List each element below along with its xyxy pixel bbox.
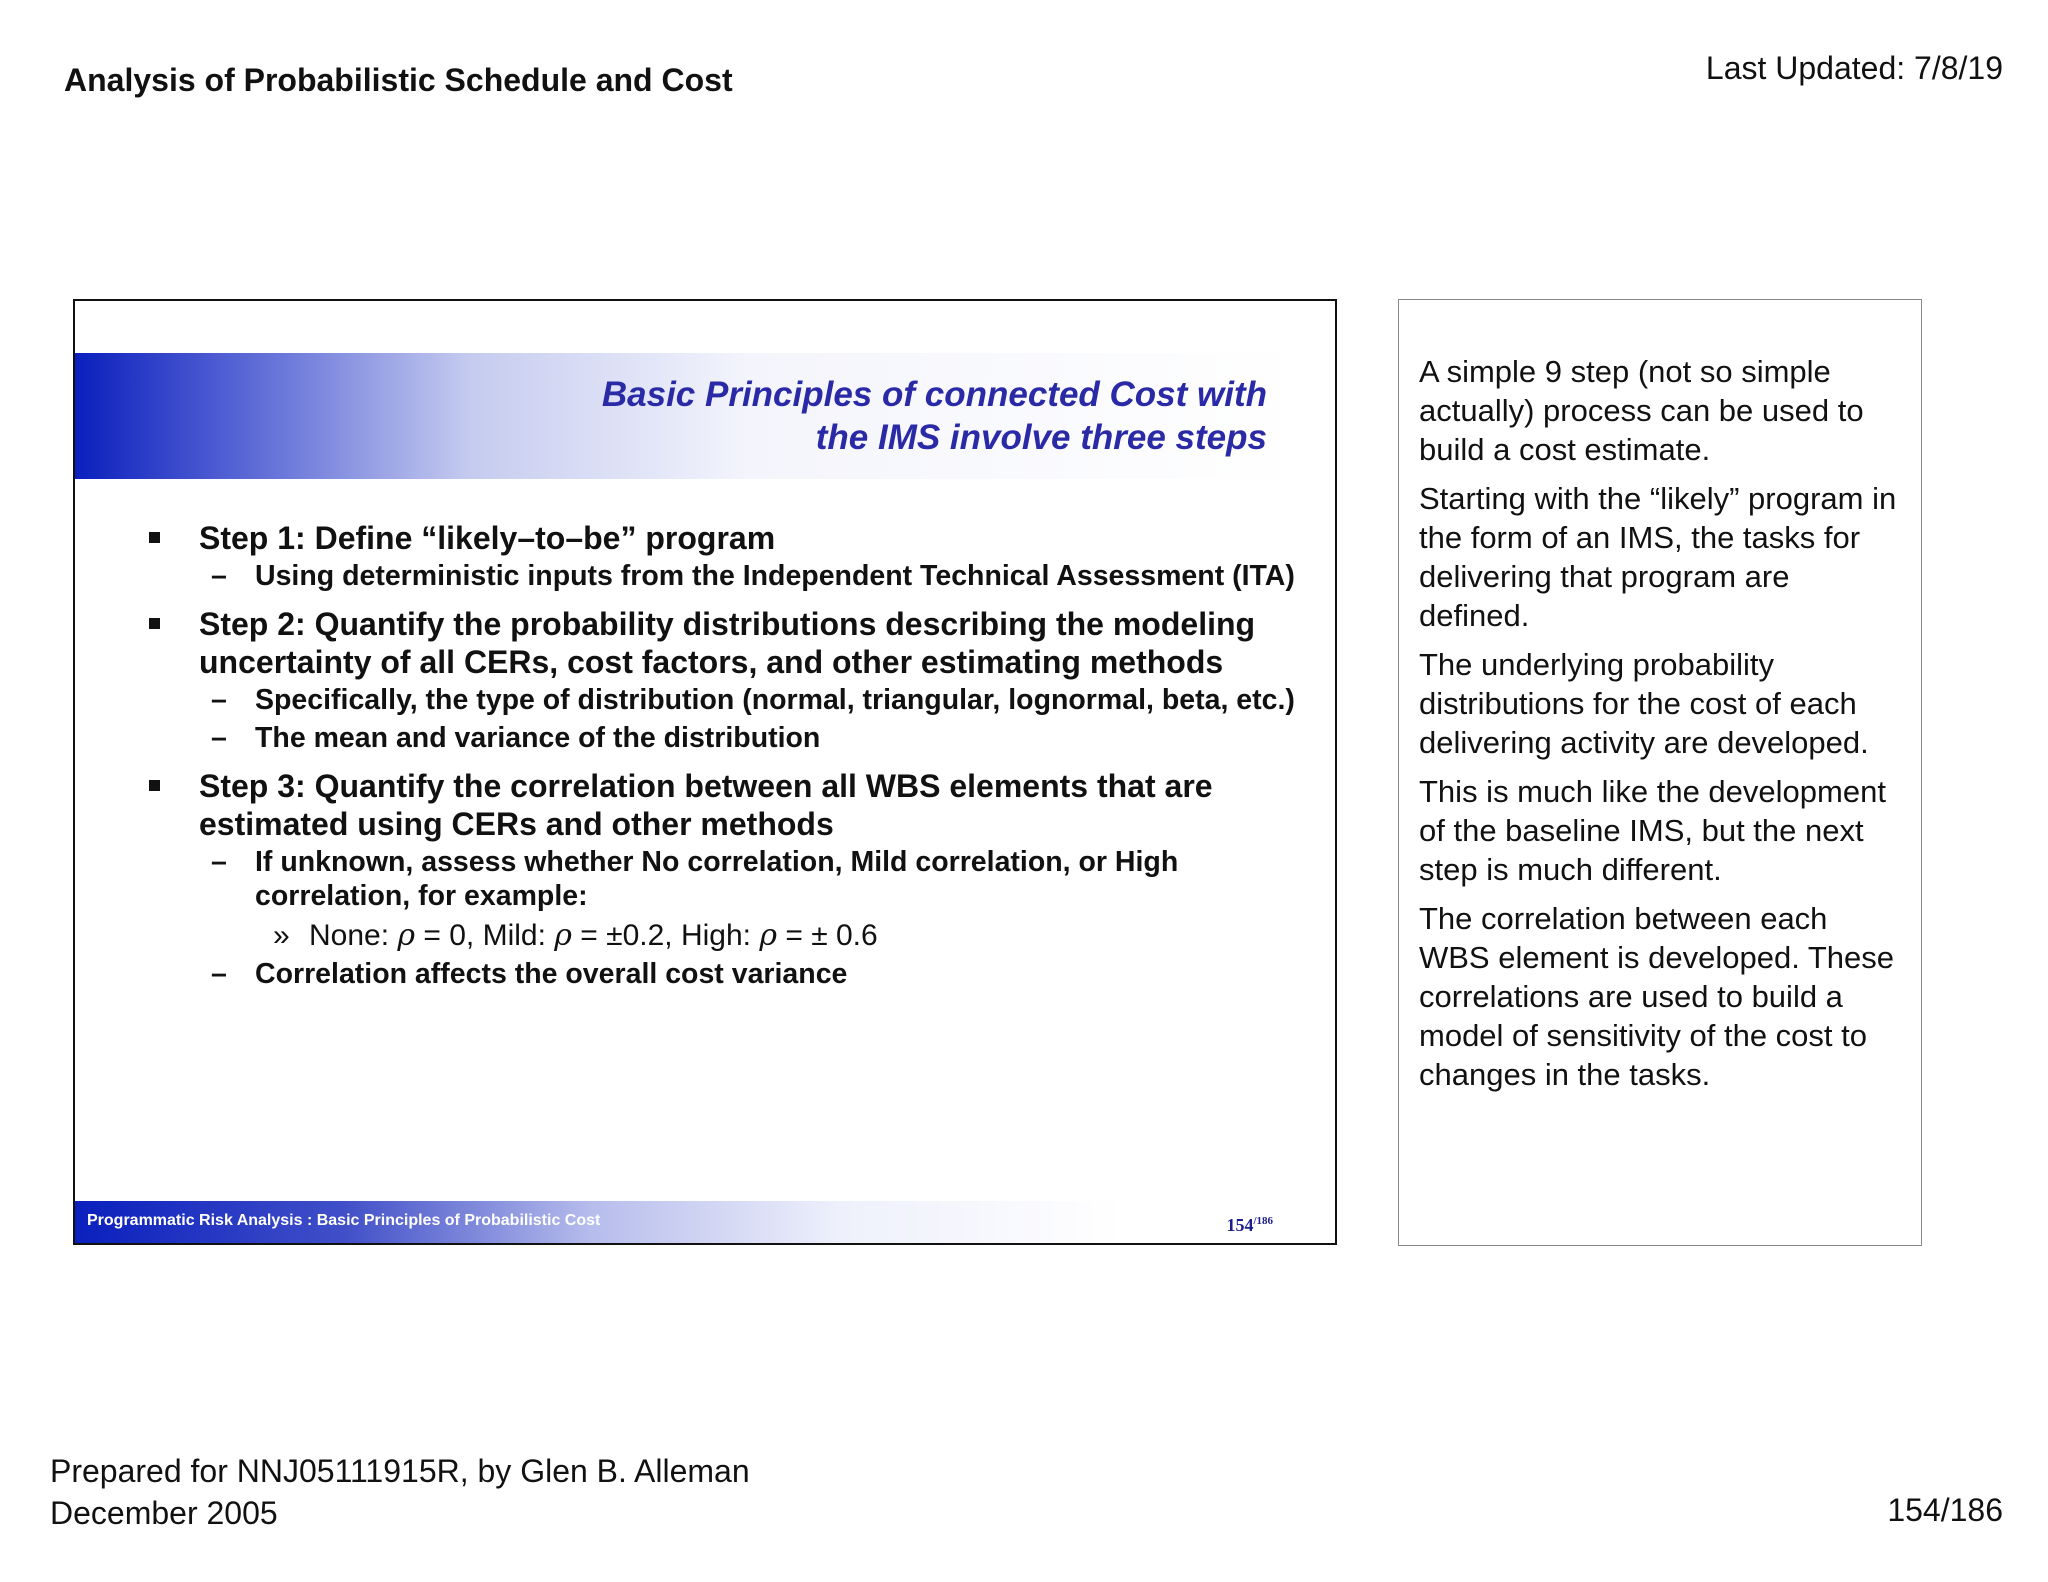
- step-3-sub-bullet-2: [149, 957, 1299, 991]
- dash-bullet-icon: –: [211, 722, 227, 754]
- slide-title: [602, 373, 1267, 459]
- prepared-line-1: Prepared for NNJ05111915R, by Glen B. Alleman: [50, 1453, 750, 1489]
- slide-body: [149, 519, 1299, 995]
- high-value: = ± 0.6: [785, 919, 878, 952]
- correlation-values: [149, 917, 1299, 955]
- rho-symbol: ρ: [759, 918, 777, 953]
- step-2-text: Step 2: Quantify the probability distributions describing the modeling uncertainty of all CERs, cost factors, and other estimating methods: [199, 606, 1256, 680]
- step-3-sub-text-1: If unknown, assess whether No correlation, Mild correlation, or High correlation, for example:: [255, 846, 1179, 912]
- square-bullet-icon: [149, 618, 160, 629]
- notes-panel: [1398, 299, 1922, 1246]
- step-2-sub-bullet-1: [149, 683, 1299, 717]
- slide-title-line1: Basic Principles of connected Cost with: [601, 375, 1267, 414]
- step-1-text: Step 1: Define “likely–to–be” program: [199, 520, 776, 556]
- last-updated: Last Updated: 7/8/19: [1705, 50, 2003, 86]
- slide-page-number: $154^{/186}$: [1226, 1215, 1273, 1235]
- rho-symbol: ρ: [554, 918, 572, 953]
- note-paragraph: The correlation between each WBS element is developed. These correlations are used to build a model of sensitivity of the cost to changes in the tasks.: [1419, 901, 1895, 1092]
- dash-bullet-icon: –: [211, 958, 227, 990]
- step-3-text: Step 3: Quantify the correlation between all WBS elements that are estimated using CERs and other methods: [199, 768, 1213, 842]
- step-2-sub-text-1: Specifically, the type of distribution (normal, triangular, lognormal, beta, etc.): [255, 684, 1295, 716]
- slide-footer-text: Programmatic Risk Analysis : Basic Principles of Probabilistic Cost: [87, 1212, 601, 1229]
- square-bullet-icon: [149, 532, 160, 543]
- note-paragraph: A simple 9 step (not so simple actually) process can be used to build a cost estimate.: [1419, 354, 1864, 467]
- slide-footer: [75, 1201, 1307, 1243]
- slide-header: [75, 353, 1307, 479]
- slide-title-line2: the IMS involve three steps: [815, 418, 1267, 457]
- prepared-for: [50, 1450, 750, 1534]
- step-1-bullet: [149, 519, 1299, 557]
- step-2-bullet: [149, 605, 1299, 681]
- step-3-sub-bullet-1: [149, 845, 1299, 913]
- step-3-sub-text-2: Correlation affects the overall cost variance: [255, 958, 848, 990]
- rho-symbol: ρ: [397, 918, 416, 953]
- none-label: None:: [309, 919, 390, 952]
- note-paragraph: Starting with the “likely” program in the form of an IMS, the tasks for delivering that program are defined.: [1419, 481, 1897, 633]
- step-2-sub-text-2: The mean and variance of the distribution: [255, 722, 821, 754]
- step-1-sub-bullet: [149, 559, 1299, 593]
- step-1-sub-text: Using deterministic inputs from the Independent Technical Assessment (ITA): [255, 560, 1295, 592]
- document-title: Analysis of Probabilistic Schedule and Cost: [64, 62, 733, 98]
- dash-bullet-icon: –: [211, 684, 227, 716]
- dash-bullet-icon: –: [211, 846, 227, 878]
- square-bullet-icon: [149, 780, 160, 791]
- mild-value: = ±0.2, High:: [580, 919, 752, 952]
- dash-bullet-icon: –: [211, 560, 227, 592]
- none-value: = 0, Mild:: [423, 919, 546, 952]
- note-paragraph: The underlying probability distributions for the cost of each delivering activity are developed.: [1419, 647, 1869, 760]
- double-chevron-bullet-icon: »: [273, 919, 290, 952]
- step-3-bullet: [149, 767, 1299, 843]
- step-2-sub-bullet-2: [149, 721, 1299, 755]
- slide-image: [73, 299, 1337, 1245]
- prepared-line-2: December 2005: [50, 1495, 278, 1531]
- page-number: 154/186: [1887, 1492, 2003, 1528]
- note-paragraph: This is much like the development of the baseline IMS, but the next step is much different.: [1419, 774, 1886, 887]
